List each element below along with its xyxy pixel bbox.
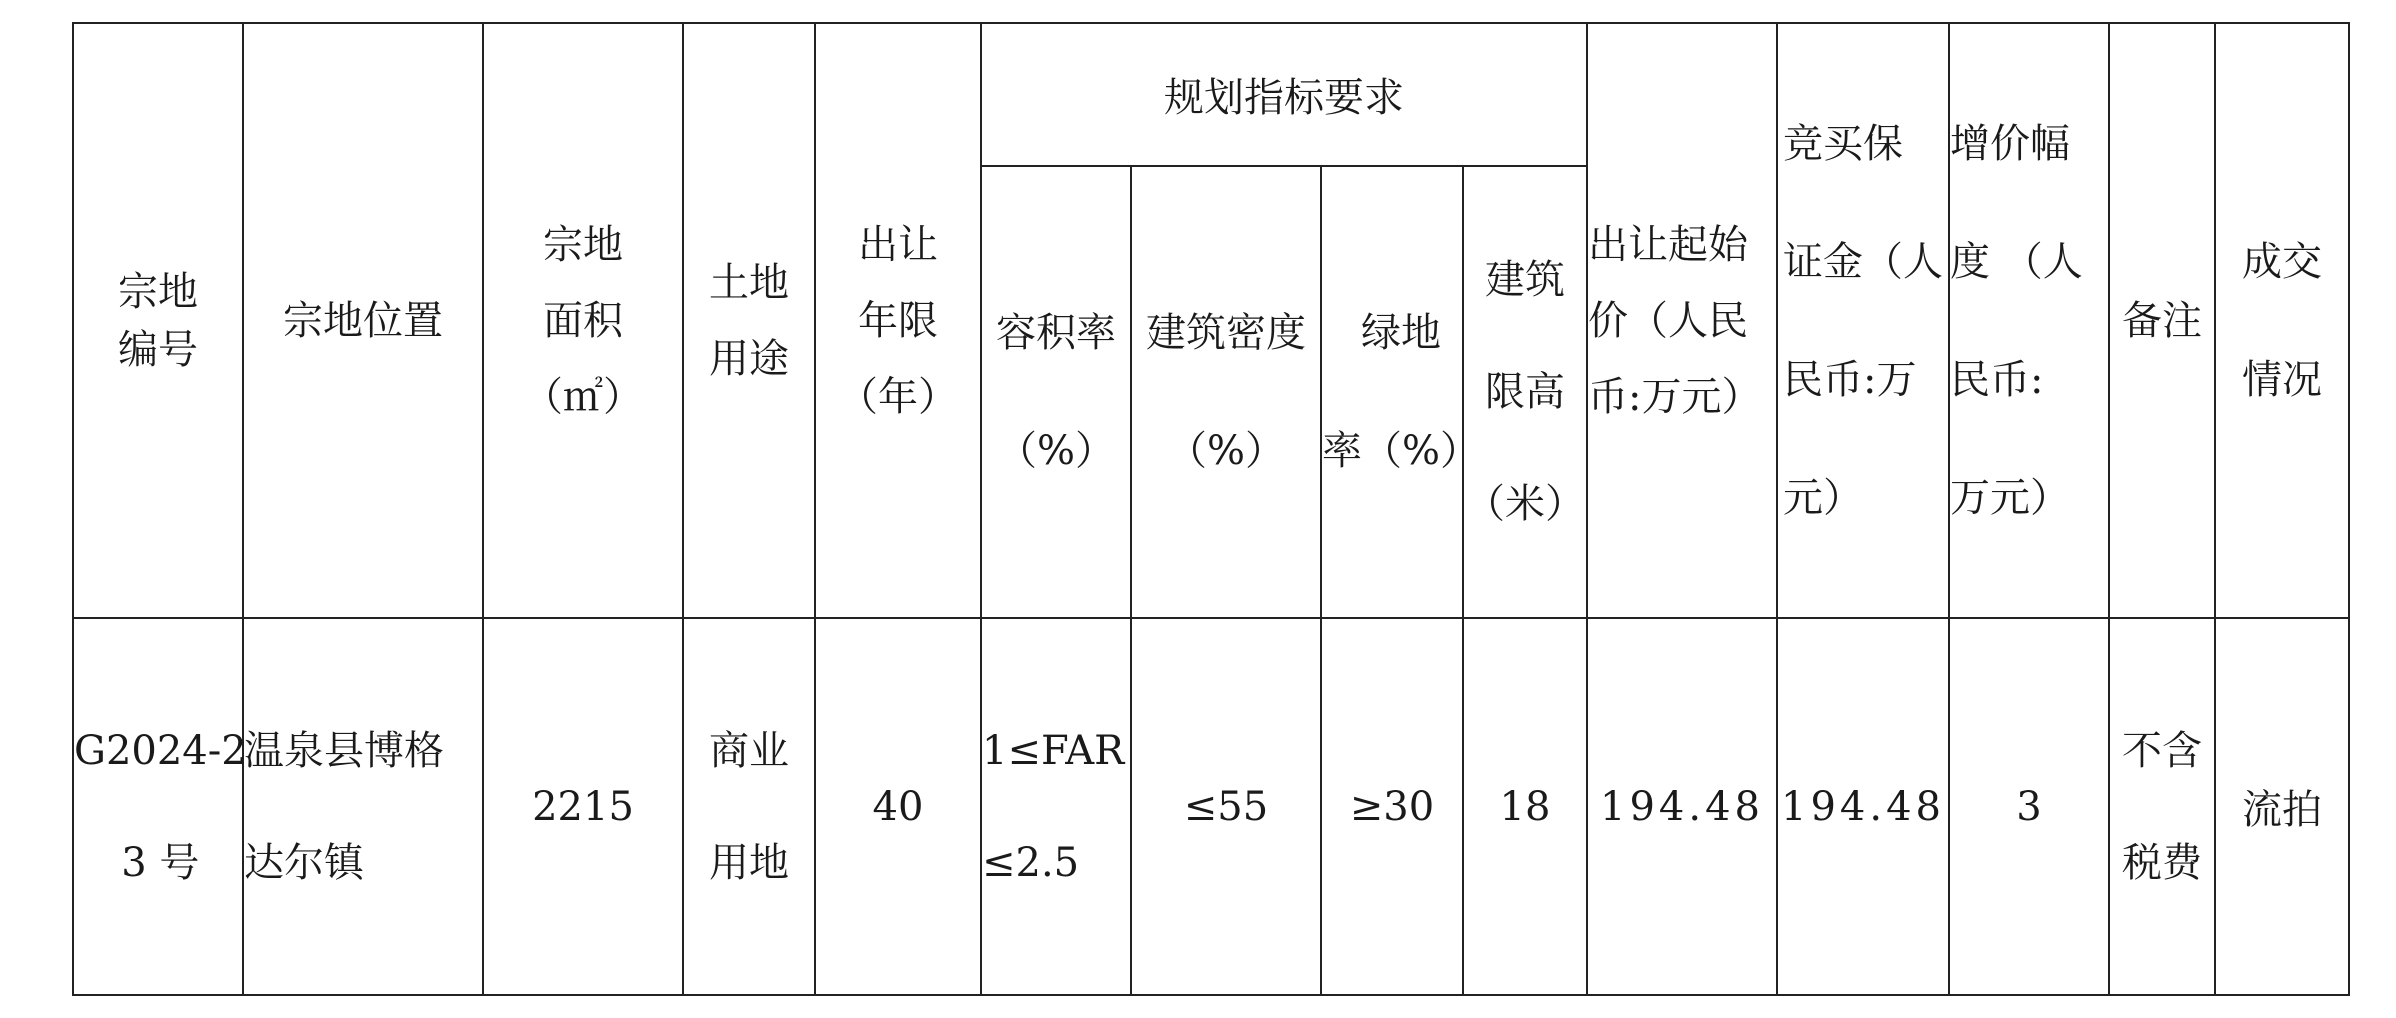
header-planning: 规划指标要求 (981, 23, 1587, 166)
cell-deposit: 194.48 (1777, 618, 1949, 995)
cell-density: ≤55 (1131, 618, 1321, 995)
cell-far: 1≤FAR ≤2.5 (981, 618, 1131, 995)
cell-term: 40 (815, 618, 981, 995)
land-transfer-table (72, 22, 2350, 996)
cell-area: 2215 (483, 618, 683, 995)
header-far: 容积率 （%） (981, 166, 1131, 618)
cell-start-price: 194.48 (1587, 618, 1777, 995)
cell-remark: 不含 税费 (2109, 618, 2215, 995)
cell-height: 18 (1463, 618, 1587, 995)
header-row-1 (73, 23, 2349, 166)
cell-green: ≥30 (1321, 618, 1463, 995)
header-plot-no: 宗地 编号 (73, 23, 243, 618)
cell-plot-no: G2024-2 3 号 (73, 618, 243, 995)
header-term: 出让 年限 （年） (815, 23, 981, 618)
cell-result: 流拍 (2215, 618, 2349, 995)
header-area: 宗地 面积 （㎡） (483, 23, 683, 618)
cell-increment: 3 (1949, 618, 2109, 995)
header-increment: 增价幅 度 （人 民币: 万元） (1949, 23, 2109, 618)
header-green: 绿地 率（%） (1321, 166, 1463, 618)
header-remark: 备注 (2109, 23, 2215, 618)
header-start-price: 出让起始 价（人民 币:万元） (1587, 23, 1777, 618)
header-height: 建筑 限高 （米） (1463, 166, 1587, 618)
table-row (73, 618, 2349, 995)
header-density: 建筑密度 （%） (1131, 166, 1321, 618)
header-location: 宗地位置 (243, 23, 483, 618)
header-land-use: 土地 用途 (683, 23, 815, 618)
cell-land-use: 商业 用地 (683, 618, 815, 995)
header-result: 成交 情况 (2215, 23, 2349, 618)
cell-location: 温泉县博格 达尔镇 (243, 618, 483, 995)
header-deposit: 竞买保 证金（人 民币:万 元） (1777, 23, 1949, 618)
